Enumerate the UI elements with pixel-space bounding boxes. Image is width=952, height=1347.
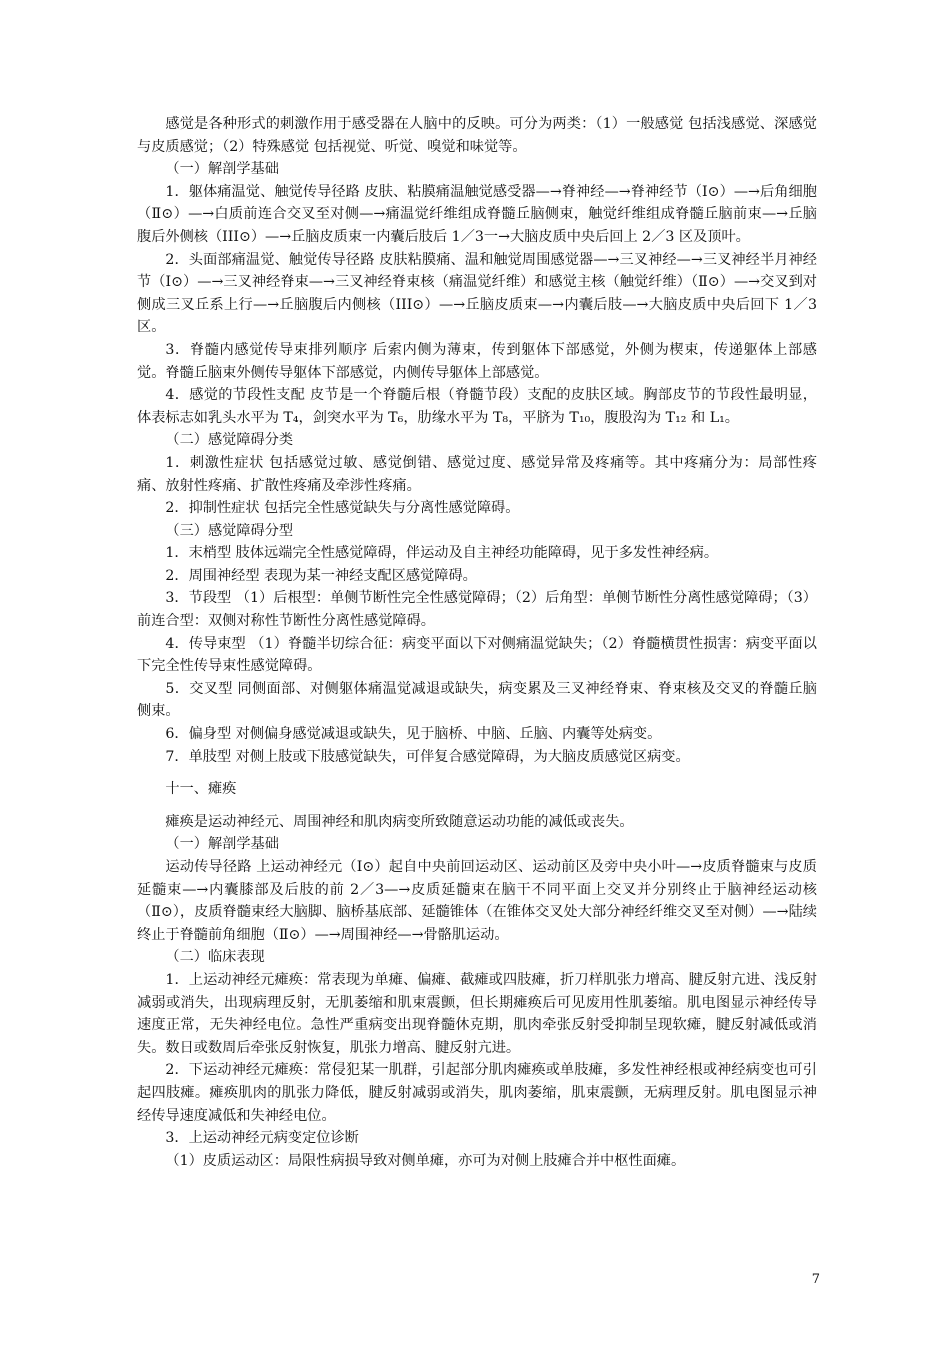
paragraph-peripheral-nerve-type: 2．周围神经型 表现为某一神经支配区感觉障碍。 [165,567,477,584]
paragraph-peripheral-ending-type: 1．末梢型 肢体远端完全性感觉障碍，伴运动及自主神经功能障碍，见于多发性神经病。 [165,545,719,562]
section-heading-paralysis: 十一、瘫痪 [165,781,237,798]
paragraph-irritative-symptoms: 1．刺激性症状 包括感觉过敏、感觉倒错、感觉过度、感觉异常及疼痛等。其中疼痛分为：局部性疼痛、放射性疼痛、扩散性疼痛及牵涉性疼痛。 [137,454,817,494]
paragraph-upper-motor-neuron: 1．上运动神经元瘫痪：常表现为单瘫、偏瘫、截瘫或四肢瘫，折刀样肌张力增高、腱反射亢进、浅反射减弱或消失，出现病理反射，无肌萎缩和肌束震颤，但长期瘫痪后可见废用性肌萎缩。肌电图显示神经传导速度正常，无失神经电位。急性严重病变出现脊髓休克期，肌肉牵张反射受抑制呈现软瘫，腱反射减低或消失。数日或数周后牵张反射恢复，肌张力增高、腱反射亢进。 [137,971,817,1056]
paragraph-tract-type: 4．传导束型 （1）脊髓半切综合征：病变平面以下对侧痛温觉缺失；（2）脊髓横贯性损害：病变平面以下完全性传导束性感觉障碍。 [137,635,817,675]
page-number: 7 [811,1272,820,1287]
paragraph-crossed-type: 5．交叉型 同侧面部、对侧躯体痛温觉减退或缺失，病变累及三叉神经脊束、脊束核及交叉的脊髓丘脑侧束。 [137,680,817,720]
paragraph-paralysis-definition: 瘫痪是运动神经元、周围神经和肌肉病变所致随意运动功能的减低或丧失。 [165,813,634,830]
heading-sensory-disorder-classes: （二）感觉障碍分类 [165,432,294,449]
paragraph-segmental-innervation: 4．感觉的节段性支配 皮节是一个脊髓后根（脊髓节段）支配的皮肤区域。胸部皮节的节段性最明显，体表标志如乳头水平为 T₄，剑突水平为 T₆，肋缘水平为 T₈，平脐为 T₁₀，腹股沟为 T₁₂ 和 L₁。 [137,387,817,426]
paragraph-face-pathway: 2．头面部痛温觉、触觉传导径路 皮肤粘膜痛、温和触觉周围感觉器—→三叉神经—→三叉神经半月神经节（I⊙）—→三叉神经脊束—→三叉神经脊束核（痛温觉纤维）和感觉主核（触觉纤维）（Ⅱ⊙）—→交叉到对侧成三叉丘系上行—→丘脑腹后内侧核（III⊙）—→丘脑皮质束—→内囊后肢—→大脑皮质中央后回下 1／3 区。 [137,251,817,336]
heading-clinical-manifestation: （二）临床表现 [165,949,265,966]
paragraph-motor-pathway: 运动传导径路 上运动神经元（I⊙）起自中央前回运动区、运动前区及旁中央小叶—→皮质脊髓束与皮质延髓束—→内囊膝部及后肢的前 2／3—→皮质延髓束在脑干不同平面上交叉并分别终止于脑神经运动核（Ⅱ⊙），皮质脊髓束经大脑脚、脑桥基底部、延髓锥体（在锥体交叉处大部分神经纤维交叉至对侧）—→陆续终止于脊髓前角细胞（Ⅱ⊙）—→周围神经—→骨骼肌运动。 [137,859,817,943]
paragraph-spinal-tract-order: 3．脊髓内感觉传导束排列顺序 后索内侧为薄束，传到躯体下部感觉，外侧为楔束，传递躯体上部感觉。脊髓丘脑束外侧传导躯体下部感觉，内侧传导躯体上部感觉。 [137,341,817,381]
heading-sensory-disorder-types: （三）感觉障碍分型 [165,522,294,539]
paragraph-cortical-motor-area: （1）皮质运动区：局限性病损导致对侧单瘫，亦可为对侧上肢瘫合并中枢性面瘫。 [165,1152,686,1169]
paragraph-hemi-type: 6．偏身型 对侧偏身感觉减退或缺失，见于脑桥、中脑、丘脑、内囊等处病变。 [165,726,662,743]
paragraph-inhibitory-symptoms: 2．抑制性症状 包括完全性感觉缺失与分离性感觉障碍。 [165,500,520,517]
heading-umn-localization: 3．上运动神经元病变定位诊断 [165,1130,359,1147]
body-text [137,113,817,1172]
paragraph-lower-motor-neuron: 2．下运动神经元瘫痪：常侵犯某一肌群，引起部分肌肉瘫痪或单肢瘫，多发性神经根或神经病变也可引起四肢瘫。瘫痪肌肉的肌张力降低，腱反射减弱或消失，肌肉萎缩，肌束震颤，无病理反射。肌电图显示神经传导速度减低和失神经电位。 [137,1062,817,1124]
paragraph-segmental-type: 3．节段型 （1）后根型：单侧节断性完全性感觉障碍；（2）后角型：单侧节断性分离性感觉障碍；（3）前连合型：双侧对称性节断性分离性感觉障碍。 [137,590,817,630]
heading-anatomy-basis: （一）解剖学基础 [165,161,279,178]
paragraph-monolimb-type: 7．单肢型 对侧上肢或下肢感觉缺失，可伴复合感觉障碍，为大脑皮质感觉区病变。 [165,748,690,765]
heading-motor-anatomy: （一）解剖学基础 [165,836,279,853]
paragraph-intro-sensation: 感觉是各种形式的刺激作用于感受器在人脑中的反映。可分为两类：（1）一般感觉 包括浅感觉、深感觉与皮质感觉；（2）特殊感觉 包括视觉、听觉、嗅觉和味觉等。 [137,116,817,155]
paragraph-trunk-pathway: 1．躯体痛温觉、触觉传导径路 皮肤、粘膜痛温触觉感受器—→脊神经—→脊神经节（I⊙）—→后角细胞（Ⅱ⊙）—→白质前连合交叉至对侧—→痛温觉纤维组成脊髓丘脑侧束，触觉纤维组成脊髓丘脑前束—→丘脑腹后外侧核（III⊙）—→丘脑皮质束一内囊后肢后 1／3一→大脑皮质中央后回上 2／3 区及顶叶。 [137,183,817,245]
